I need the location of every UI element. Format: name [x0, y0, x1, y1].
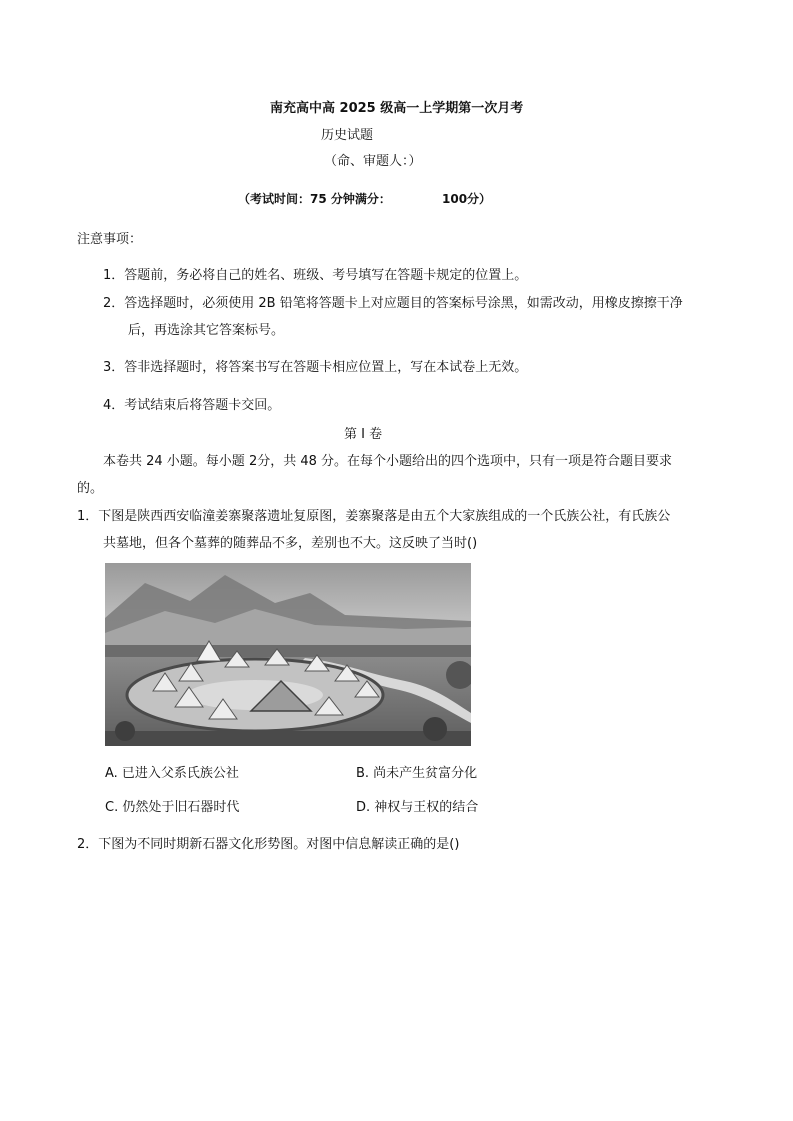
question-1-option-c[interactable]: C. 仍然处于旧石器时代 [105, 800, 240, 815]
notice-heading: 注意事项： [77, 232, 143, 247]
notice-item-3: 3．答非选择题时，将答案书写在答题卡相应位置上，写在本试卷上无效。 [103, 360, 528, 375]
question-1-option-d[interactable]: D. 神权与王权的结合 [356, 800, 479, 815]
exam-subject: 历史试题 [321, 128, 374, 143]
exam-title: 南充高中高 2025 级高一上学期第一次月考 [270, 101, 524, 116]
notice-item-2-cont: 后，再选涂其它答案标号。 [128, 323, 285, 338]
jiangzhai-settlement-image [105, 563, 471, 746]
question-1-option-b[interactable]: B. 尚未产生贫富分化 [356, 766, 478, 781]
section-intro-line1: 本卷共 24 小题。每小题 2分，共 48 分。在每个小题给出的四个选项中，只有一项是符合题目要求 [103, 454, 673, 469]
question-1-stem-line1: 1．下图是陕西西安临潼姜寨聚落遗址复原图，姜寨聚落是由五个大家族组成的一个氏族公社，有氏族公 [77, 509, 671, 524]
question-1-option-a[interactable]: A. 已进入父系氏族公社 [105, 766, 239, 781]
question-1-stem-line2: 共墓地，但各个墓葬的随葬品不多，差别也不大。这反映了当时() [103, 536, 478, 551]
section-intro-line2: 的。 [77, 481, 104, 496]
notice-item-1: 1．答题前，务必将自己的姓名、班级、考号填写在答题卡规定的位置上。 [103, 268, 528, 283]
exam-time-info: （考试时间：75 分钟满分： [238, 192, 391, 206]
notice-item-4: 4．考试结束后将答题卡交回。 [103, 398, 281, 413]
notice-item-2: 2．答选择题时，必须使用 2B 铅笔将答题卡上对应题目的答案标号涂黑，如需改动，用橡皮擦擦干净 [103, 296, 683, 311]
question-2-stem-line1: 2．下图为不同时期新石器文化形势图。对图中信息解读正确的是() [77, 837, 460, 852]
section-title: 第 I 卷 [344, 427, 383, 442]
exam-score-info: 100分） [442, 192, 492, 206]
exam-authors: （命、审题人：） [324, 154, 422, 169]
